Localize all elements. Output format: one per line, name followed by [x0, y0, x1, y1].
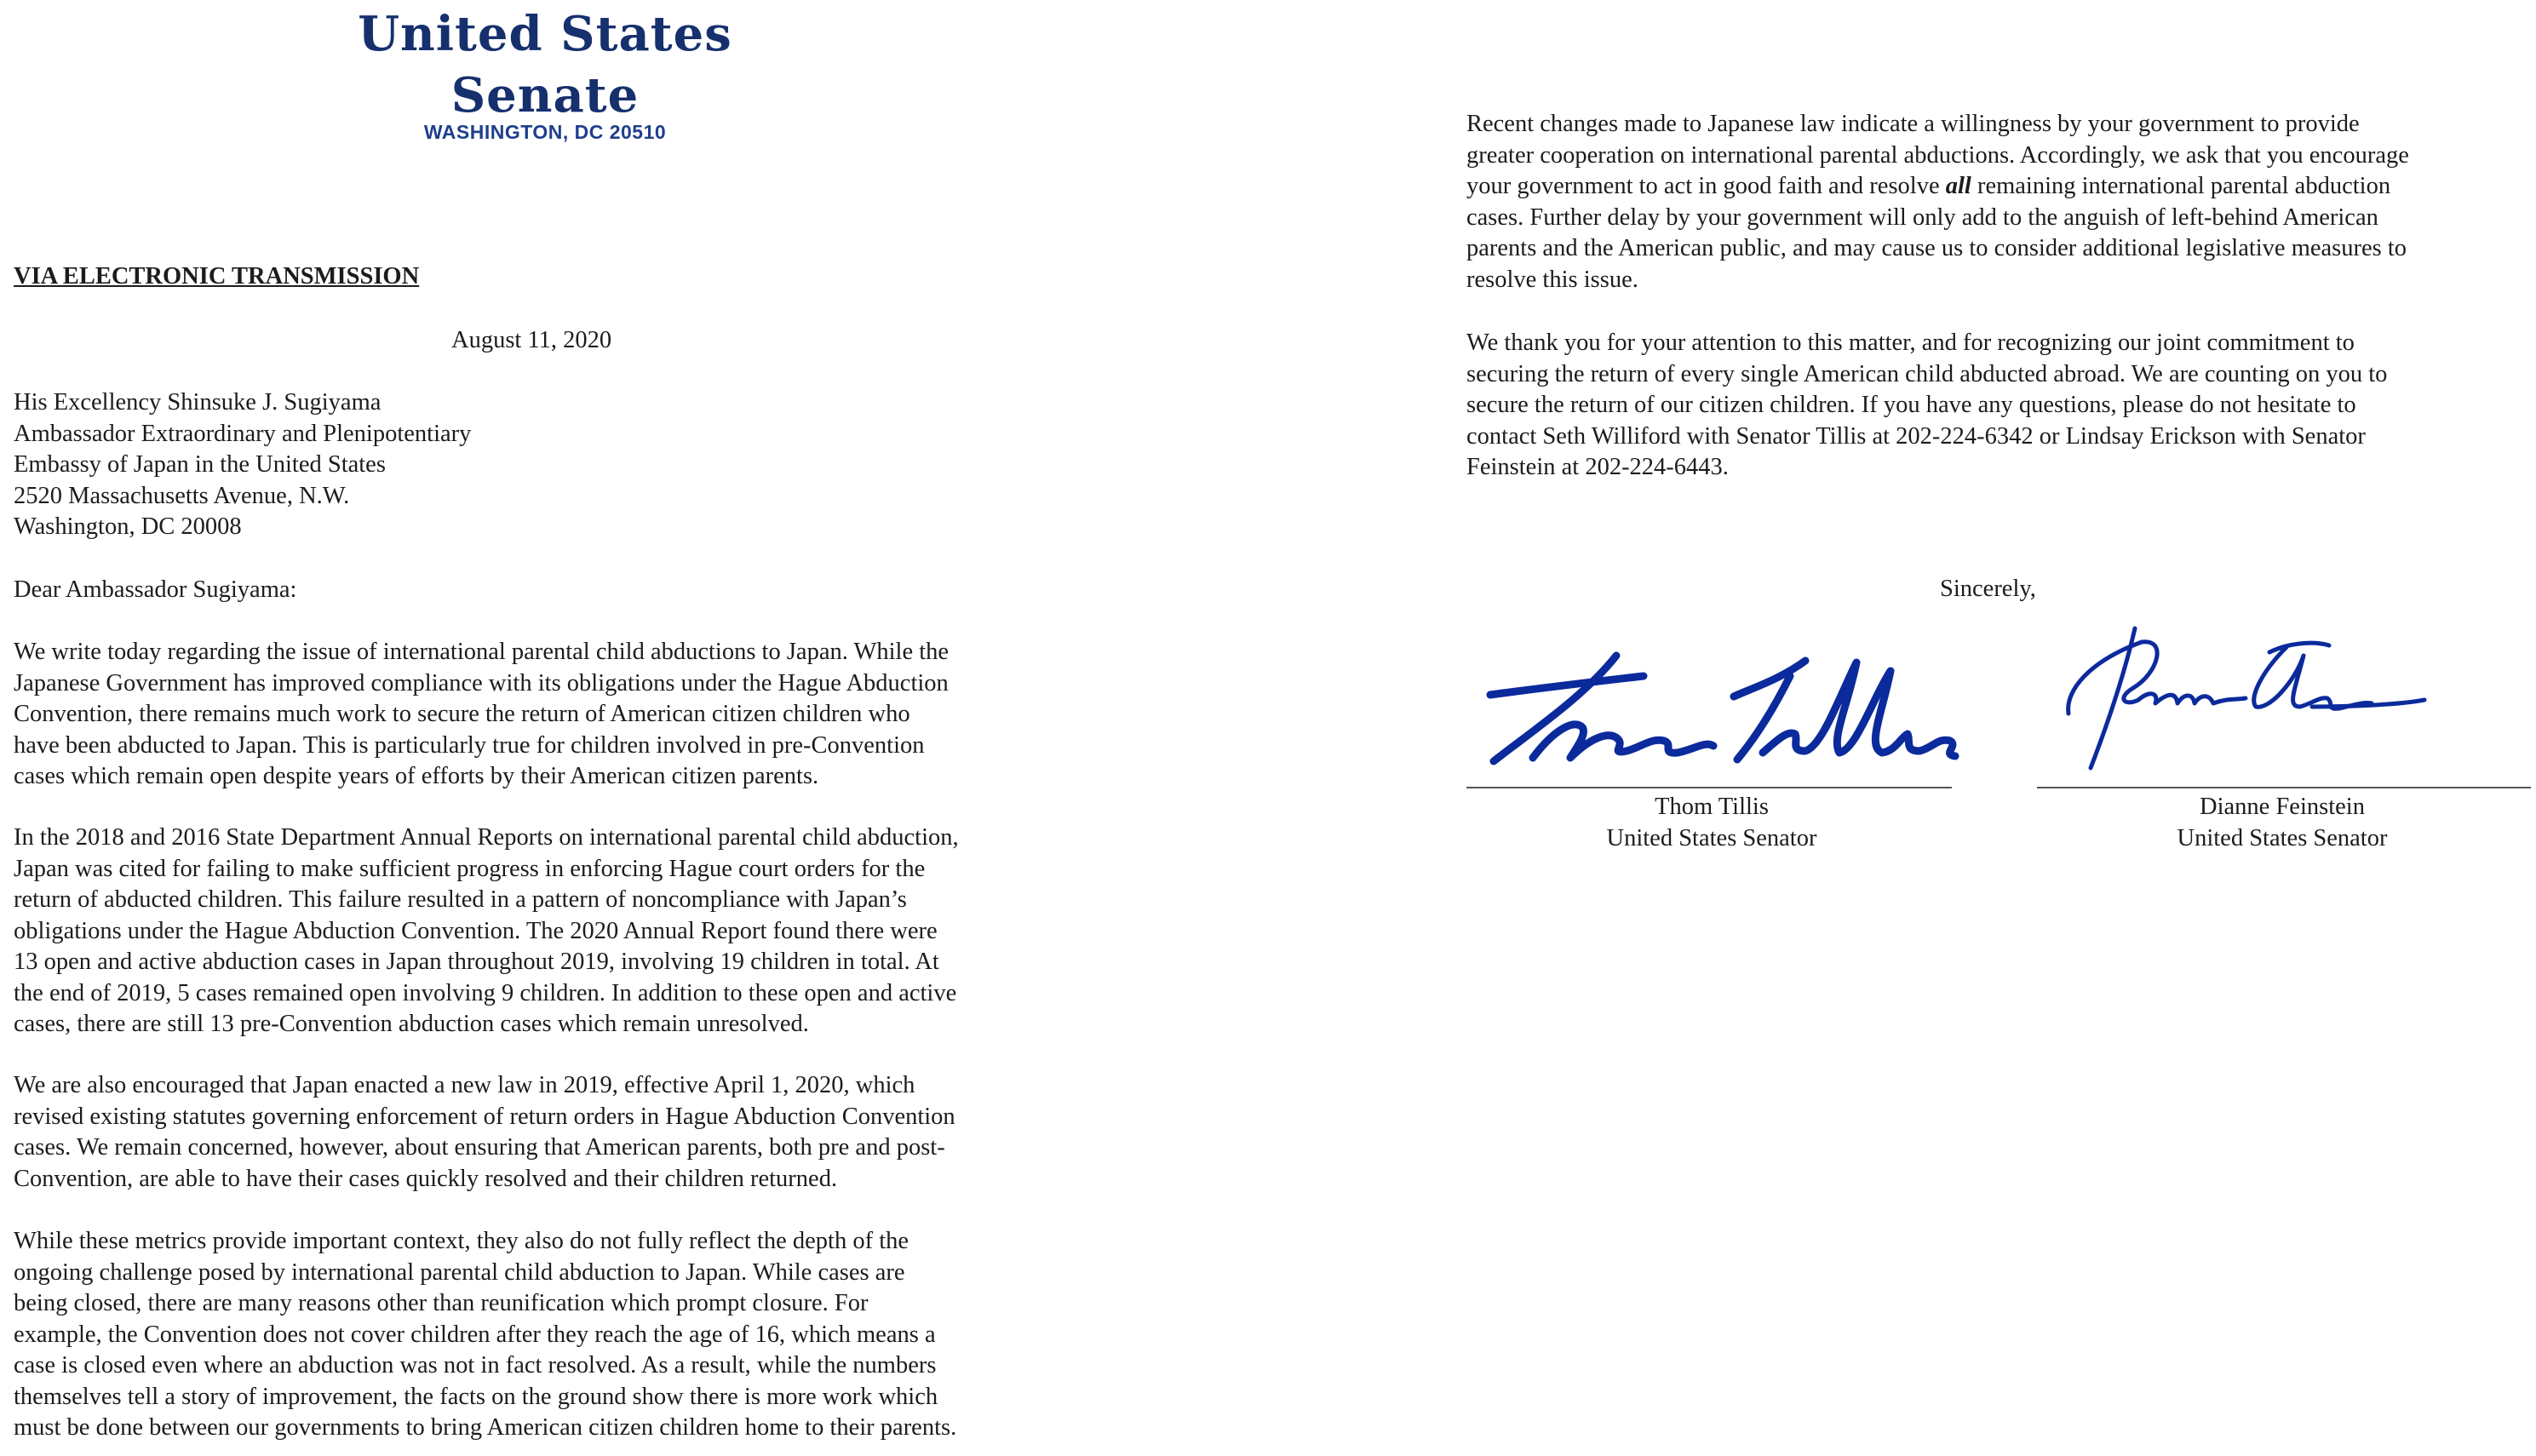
tillis-signature: [1482, 645, 1959, 782]
letterhead-address: WASHINGTON, DC 20510: [423, 121, 667, 143]
signatory-name: Thom Tillis: [1655, 794, 1769, 820]
body-paragraph-5: [1466, 109, 2536, 295]
signature-line-tillis: [1466, 787, 1952, 788]
letter-date: August 11, 2020: [451, 327, 612, 353]
signatory-title: United States Senator: [1606, 824, 1817, 851]
recipient-line: Ambassador Extraordinary and Plenipotentiary: [14, 420, 472, 447]
letterhead-title: United States Senate: [358, 6, 732, 123]
transmission-method: VIA ELECTRONIC TRANSMISSION: [14, 263, 420, 289]
body-paragraph-4: While these metrics provide important context, they also do not fully reflect the depth of the ongoing challenge posed by international parental child abduction to Japan. While cases are being closed, there are many reasons other than reunification which prompt closure. For example, the Convention does not cover children after they reach the age of 16, which means a case is closed even where an abduction was not in fact resolved. As a result, while the numbers themselves tell a story of improvement, the facts on the ground show there is more work which must be done between our governments to bring American citizen children home to their parents.: [14, 1228, 957, 1441]
recipient-address: [14, 387, 471, 543]
signatory-feinstein: [2044, 792, 2521, 854]
body-paragraph-1: We write today regarding the issue of international parental child abductions to Japan. While the Japanese Government has improved compliance with its obligations under the Hague Abduction Convention, there remains much work to secure the return of American citizen children who have been abducted to Japan. This is particularly true for children involved in pre-Convention cases which remain open despite years of efforts by their American citizen parents.: [14, 639, 950, 789]
recipient-line: 2520 Massachusetts Avenue, N.W.: [14, 482, 350, 509]
signature-line-feinstein: [2037, 787, 2531, 788]
feinstein-signature: [2057, 622, 2448, 775]
body-paragraph-6: We thank you for your attention to this matter, and for recognizing our joint commitment to securing the return of every single American child abducted abroad. We are counting on you to secure the return of our citizen children. If you have any questions, please do not hesitate to contact Seth Williford with Senator Tillis at 202-224-6342 or Lindsay Erickson with Senator Feinstein at 202-224-6443.: [1466, 330, 2388, 480]
recipient-line: Washington, DC 20008: [14, 513, 242, 540]
senate-letterhead: [307, 3, 783, 143]
recipient-line: His Excellency Shinsuke J. Sugiyama: [14, 389, 382, 416]
signatory-tillis: [1473, 792, 1950, 854]
body-paragraph-2: In the 2018 and 2016 State Department Annual Reports on international parental child abduction, Japan was cited for failing to make sufficient progress in enforcing Hague court orders for the return of abducted children. This failure resulted in a pattern of noncompliance with Japan’s obligations under the Hague Abduction Convention. The 2020 Annual Report found there were 13 open and active abduction cases in Japan throughout 2019, involving 19 children in total. At the end of 2019, 5 cases remained open involving 9 children. In addition to these open and active cases, there are still 13 pre-Convention abduction cases which remain unresolved.: [14, 824, 959, 1037]
signatory-title: United States Senator: [2177, 824, 2388, 851]
signatory-name: Dianne Feinstein: [2200, 794, 2365, 820]
recipient-line: Embassy of Japan in the United States: [14, 451, 386, 478]
emphasis-all: all: [1945, 173, 1971, 199]
letter-page-2: [1277, 0, 2536, 1456]
body-paragraph-3: We are also encouraged that Japan enacted a new law in 2019, effective April 1, 2020, which revised existing statutes governing enforcement of return orders in Hague Abduction Convention cases. We remain concerned, however, about ensuring that American parents, both pre and post- Convention, are able to have their cases quickly resolved and their children returned.: [14, 1072, 955, 1192]
salutation: Dear Ambassador Sugiyama:: [14, 576, 297, 603]
closing: Sincerely,: [1940, 576, 2036, 602]
paragraph-text: remaining international parental abduction cases. Further delay by your government will only add to the anguish of left-behind American parents and the American public, and may cause us to consider additional legislative measures to resolve this issue.: [1466, 173, 2407, 293]
paragraph-text: Recent changes made to Japanese law indicate a willingness by your government to provide greater cooperation on international parental abductions. Accordingly, we ask that you encourage your government to act in good faith and resolve: [1466, 111, 2409, 199]
